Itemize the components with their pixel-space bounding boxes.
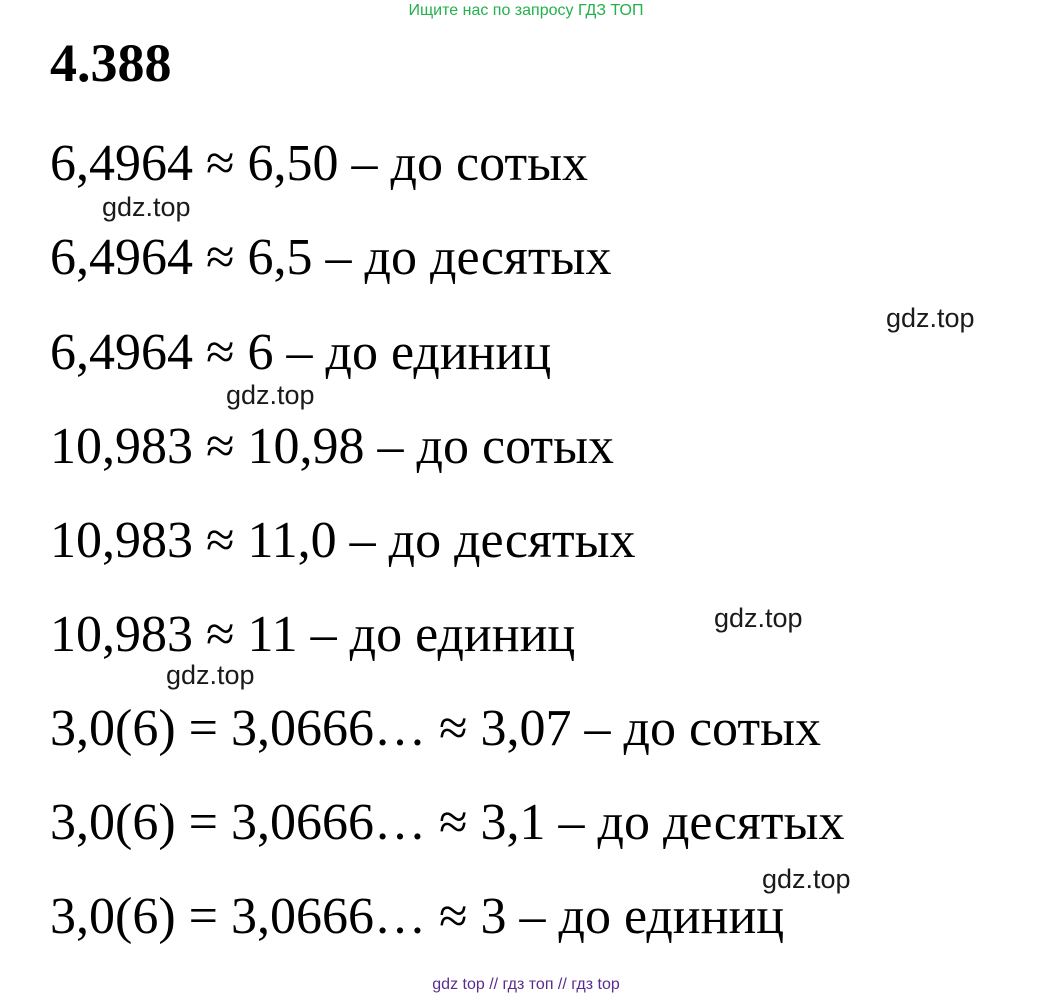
solution-line: 10,983 ≈ 10,98 – до сотых — [50, 418, 615, 475]
watermark: gdz.top — [886, 303, 975, 333]
watermark: gdz.top — [226, 380, 315, 410]
solution-line: 10,983 ≈ 11,0 – до десятых — [50, 512, 636, 569]
watermark: gdz.top — [166, 660, 255, 690]
top-banner: Ищите нас по запросу ГДЗ ТОП — [408, 2, 644, 19]
solution-line: 3,0(6) = 3,0666… ≈ 3,1 – до десятых — [50, 794, 845, 851]
watermark: gdz.top — [102, 192, 191, 222]
exercise-number: 4.388 — [50, 33, 172, 93]
solution-line: 10,983 ≈ 11 – до единиц — [50, 606, 576, 663]
solution-line: 3,0(6) = 3,0666… ≈ 3 – до единиц — [50, 888, 785, 945]
solution-line: 3,0(6) = 3,0666… ≈ 3,07 – до сотых — [50, 700, 822, 757]
watermark: gdz.top — [714, 603, 803, 633]
watermark: gdz.top — [762, 864, 851, 894]
footer-watermark: gdz top // гдз топ // гдз top — [432, 976, 620, 993]
solution-line: 6,4964 ≈ 6,50 – до сотых — [50, 135, 589, 192]
solution-line: 6,4964 ≈ 6,5 – до десятых — [50, 229, 612, 286]
solution-line: 6,4964 ≈ 6 – до единиц — [50, 324, 552, 381]
